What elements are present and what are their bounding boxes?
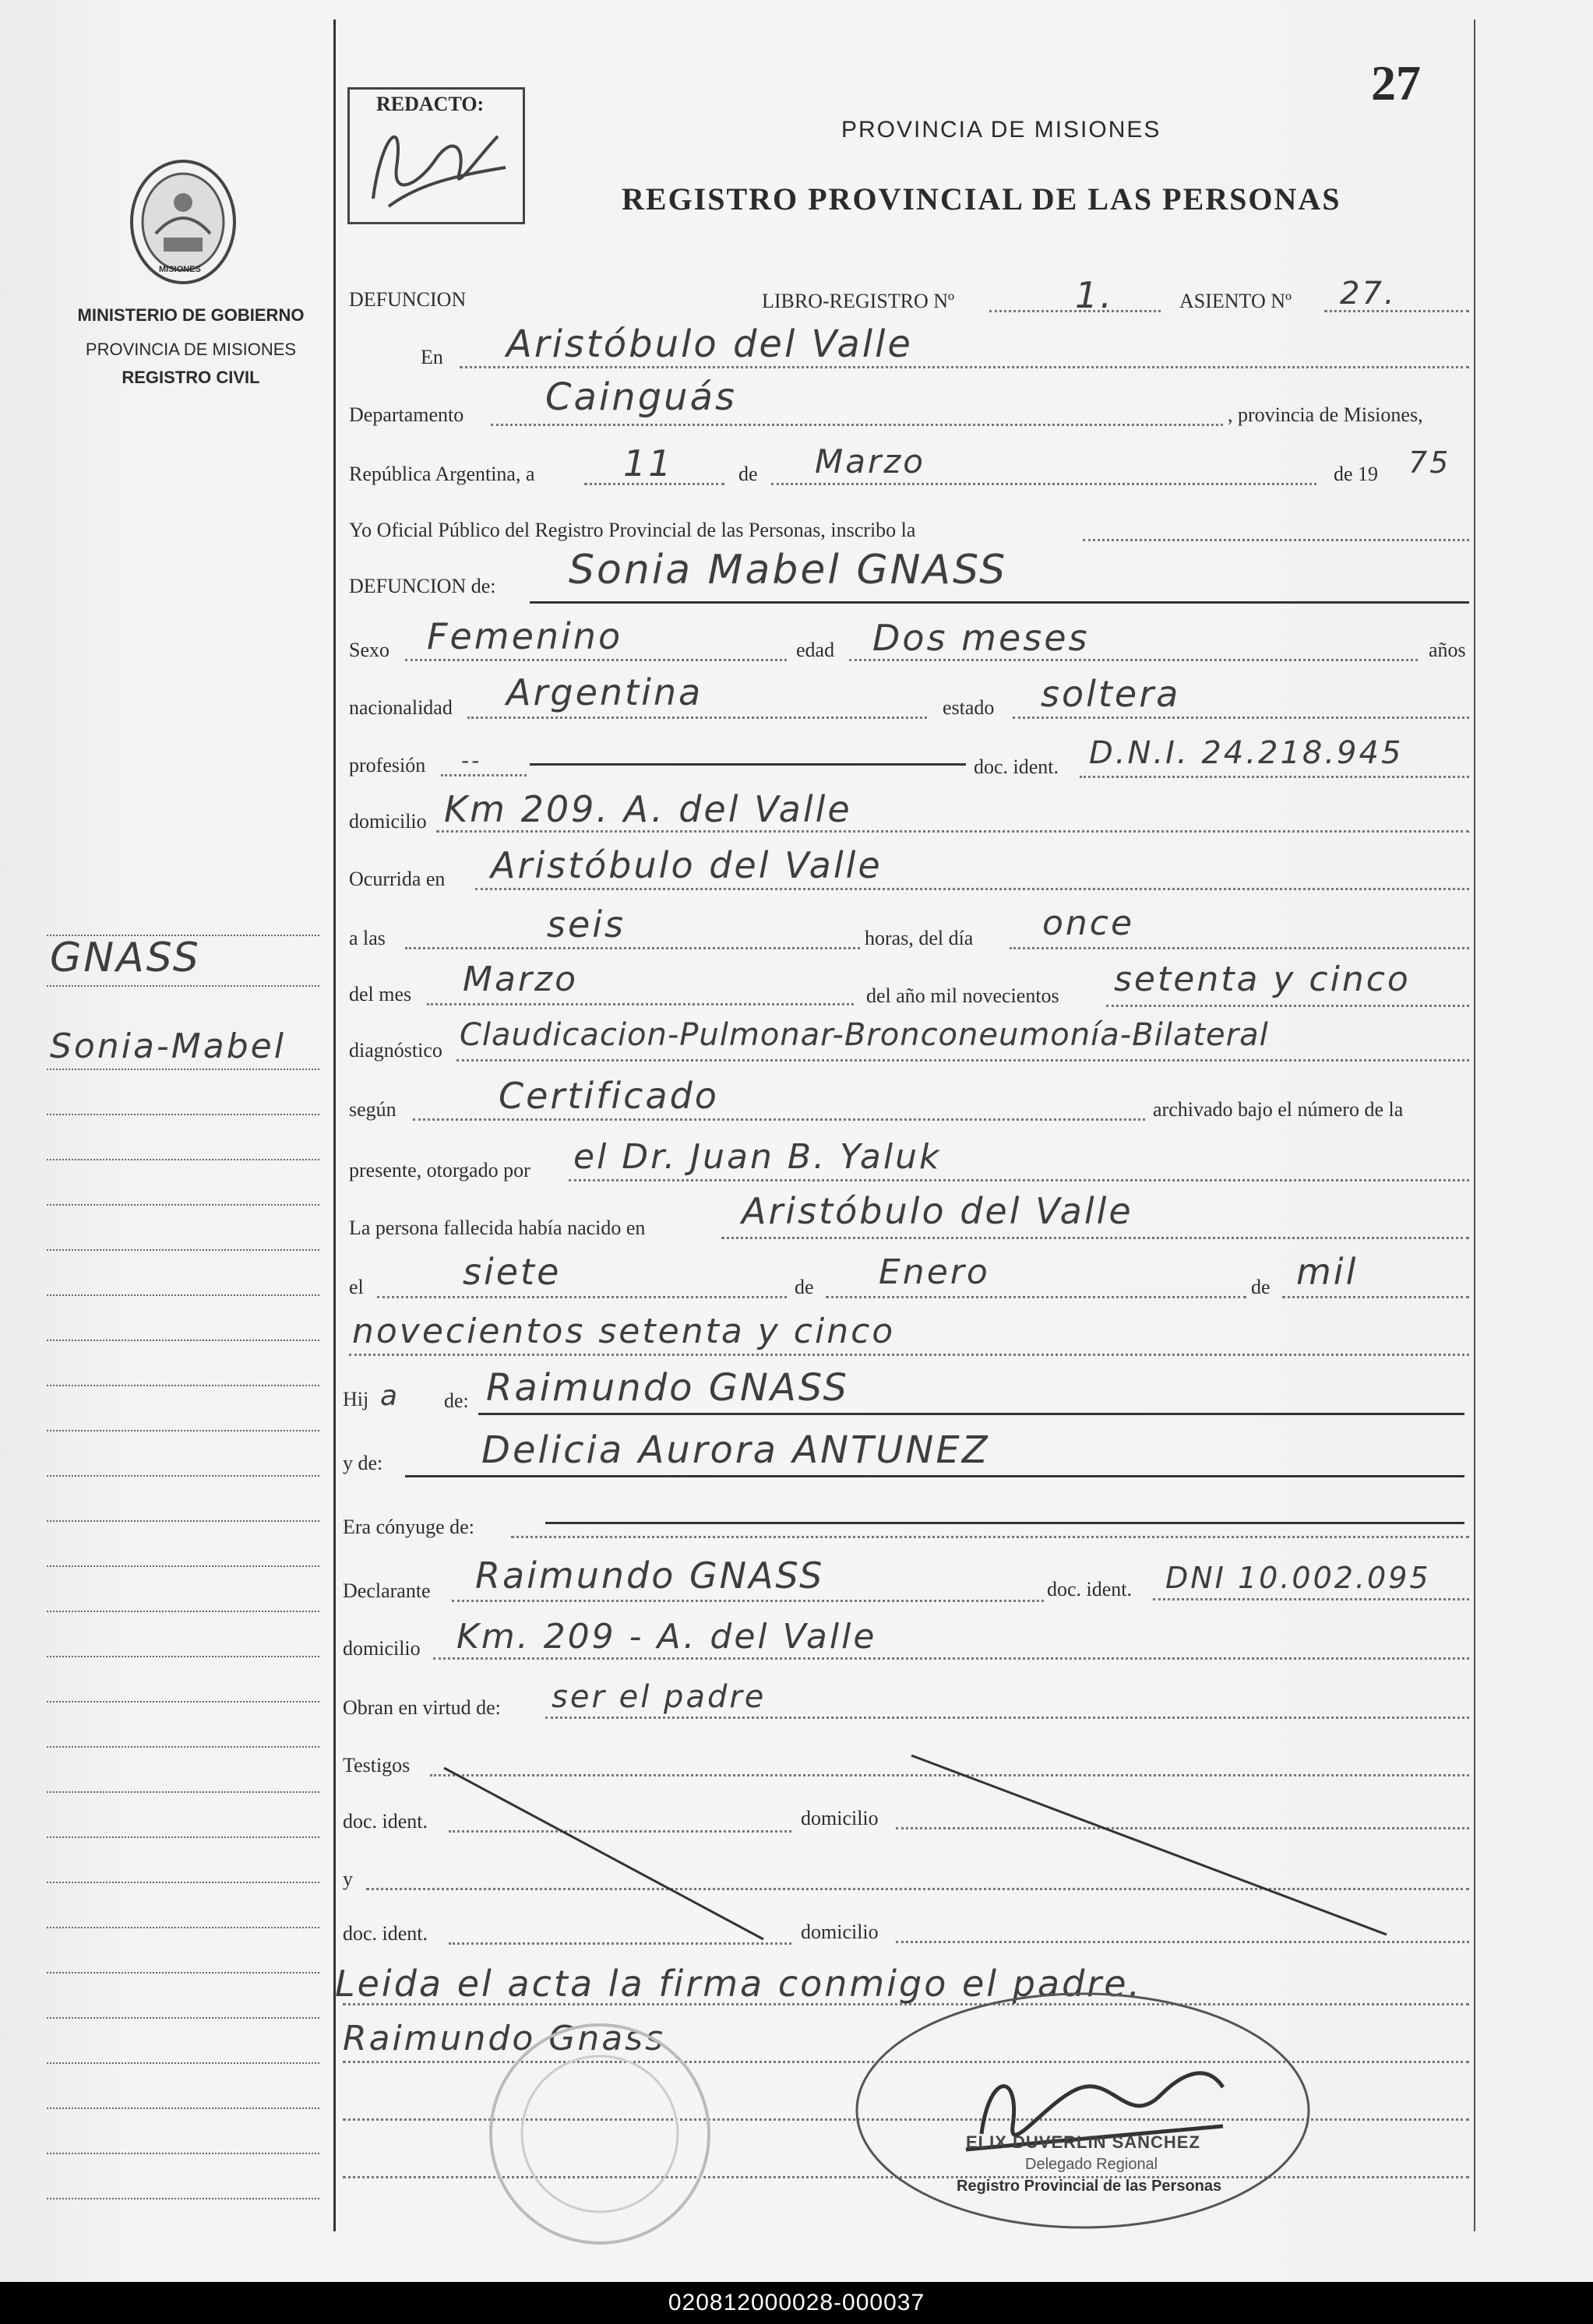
- closing-statement: Leida el acta la firma conmigo el padre.: [335, 1963, 1143, 2005]
- margin-rule: [47, 1701, 319, 1703]
- declarante-dni-rule: [1153, 1598, 1469, 1600]
- nac-mil-rule: [1282, 1296, 1469, 1298]
- a-las-label: a las: [349, 927, 386, 949]
- sexo-value: Femenino: [427, 615, 623, 657]
- nacionalidad-label: nacionalidad: [349, 696, 453, 719]
- dia-value: 11: [623, 442, 674, 484]
- official-office: Registro Provincial de las Personas: [957, 2178, 1222, 2195]
- ano-value: 75: [1408, 445, 1451, 480]
- madre-value: Delicia Aurora ANTUNEZ: [481, 1428, 990, 1472]
- ano-texto-rule: [1106, 1005, 1469, 1007]
- ministry-line2: PROVINCIA DE MISIONES: [85, 340, 297, 359]
- margin-rule: [47, 2198, 319, 2199]
- segun-rule: [413, 1118, 1145, 1121]
- mes2-value: Marzo: [463, 960, 579, 999]
- el-label: el: [349, 1276, 364, 1298]
- obran-label: Obran en virtud de:: [343, 1696, 501, 1719]
- right-edge-rule: [1474, 19, 1475, 2231]
- madre-rule: [405, 1475, 1464, 1477]
- declarant-signature: Raimundo Gnass: [343, 2019, 666, 2058]
- nacionalidad-rule: [467, 717, 927, 719]
- coat-of-arms-seal: [125, 156, 241, 288]
- sexo-label: Sexo: [349, 639, 389, 661]
- segun-label: según: [349, 1098, 396, 1121]
- diagnostico-rule: [456, 1059, 1469, 1062]
- testigo2-domicilio-label: domicilio: [801, 1921, 879, 1943]
- domicilio-label: domicilio: [349, 810, 427, 833]
- profesion-label: profesión: [349, 754, 426, 776]
- obran-value: ser el padre: [552, 1679, 767, 1715]
- asiento-number: 27.: [1340, 276, 1397, 312]
- de-mil-label: de: [1251, 1276, 1271, 1298]
- yo-oficial-text: Yo Oficial Público del Registro Provincial de las Personas, inscribo la: [349, 519, 916, 541]
- margin-rule: [47, 1340, 319, 1341]
- margin-rule: [47, 1475, 319, 1477]
- seal-text: MISIONES: [159, 265, 201, 274]
- libro-label: LIBRO-REGISTRO Nº: [762, 290, 955, 312]
- margin-rule: [47, 1565, 319, 1567]
- margin-surname: GNASS: [50, 935, 201, 981]
- edad-label: edad: [796, 639, 835, 661]
- hij-label: Hij: [343, 1388, 369, 1410]
- margin-rule: [47, 1927, 319, 1928]
- ocurrida-value: Aristóbulo del Valle: [491, 844, 883, 886]
- province-heading: PROVINCIA DE MISIONES: [841, 117, 1161, 143]
- del-ano-label: del año mil novecientos: [866, 984, 1059, 1007]
- segun-value: Certificado: [499, 1075, 719, 1117]
- estado-value: soltera: [1041, 673, 1181, 715]
- declarante-domicilio-value: Km. 209 - A. del Valle: [456, 1617, 877, 1657]
- ministry-line3: REGISTRO CIVIL: [122, 368, 260, 387]
- testigo1-doc-label: doc. ident.: [343, 1810, 428, 1833]
- profesion-rule: [530, 763, 966, 766]
- declarante-domicilio-label: domicilio: [343, 1637, 421, 1660]
- margin-rule: [47, 1791, 319, 1793]
- nac-dia-value: siete: [463, 1251, 562, 1293]
- padre-value: Raimundo GNASS: [486, 1366, 849, 1410]
- nac-mil-value: mil: [1296, 1251, 1359, 1293]
- official-signature: [849, 1978, 1316, 2243]
- estado-label: estado: [943, 696, 995, 719]
- redacto-label: REDACTO:: [376, 93, 485, 115]
- margin-rule: [47, 2062, 319, 2064]
- hij-suffix: a: [380, 1380, 400, 1412]
- mes-value: Marzo: [815, 442, 925, 481]
- libro-number: 1.: [1075, 274, 1114, 316]
- horas-label: horas, del día: [865, 927, 974, 949]
- testigo2-doc-label: doc. ident.: [343, 1922, 428, 1945]
- y-label: y: [343, 1868, 353, 1890]
- margin-rule: [47, 1069, 319, 1070]
- official-title: Delegado Regional: [1025, 2156, 1158, 2173]
- padre-de-label: de:: [444, 1389, 469, 1412]
- ministry-line1: MINISTERIO DE GOBIERNO: [77, 305, 305, 325]
- edad-rule: [849, 659, 1418, 661]
- nacido-value: Aristóbulo del Valle: [742, 1190, 1133, 1232]
- profesion-dots: [441, 774, 527, 776]
- declarante-domicilio-rule: [433, 1657, 1469, 1660]
- margin-rule: [47, 1746, 319, 1748]
- ocurrida-label: Ocurrida en: [349, 868, 446, 890]
- testigos-label: Testigos: [343, 1754, 411, 1776]
- ano-texto-value: setenta y cinco: [1114, 960, 1411, 999]
- yo-oficial-rule: [1083, 539, 1469, 541]
- official-name: ELIX DUVERLIN SANCHEZ: [966, 2132, 1200, 2152]
- anos-label: años: [1429, 639, 1466, 661]
- nacionalidad-value: Argentina: [506, 671, 703, 713]
- margin-rule: [47, 2017, 319, 2019]
- margin-rule: [47, 985, 319, 987]
- margin-rule: [47, 1520, 319, 1522]
- mes2-rule: [427, 1003, 854, 1005]
- domicilio-value: Km 209. A. del Valle: [444, 788, 852, 830]
- y-de-label: y de:: [343, 1452, 383, 1474]
- edad-value: Dos meses: [872, 617, 1090, 659]
- testigos-cross-out: [343, 1745, 1472, 1978]
- nac-ano-rule: [349, 1354, 1469, 1356]
- margin-rule: [47, 1159, 319, 1160]
- registry-heading: REGISTRO PROVINCIAL DE LAS PERSONAS: [622, 181, 1341, 217]
- dni-value: D.N.I. 24.218.945: [1089, 735, 1404, 771]
- declarante-rule: [452, 1600, 1044, 1602]
- en-rule: [460, 366, 1469, 368]
- dia-texto-value: once: [1042, 903, 1135, 943]
- nac-ano-value: novecientos setenta y cinco: [352, 1312, 896, 1351]
- nac-mes-rule: [826, 1296, 1246, 1298]
- defuncion-de-label: DEFUNCION de:: [349, 575, 496, 597]
- doc-ident-label: doc. ident.: [974, 755, 1059, 778]
- margin-rule: [47, 1882, 319, 1883]
- margin-rule: [47, 1114, 319, 1115]
- doc-ident-rule: [1080, 776, 1469, 778]
- conyuge-label: Era cónyuge de:: [343, 1516, 474, 1538]
- departamento-value: Cainguás: [545, 375, 737, 419]
- declarante-dni-value: DNI 10.002.095: [1165, 1561, 1431, 1595]
- margin-rule: [47, 2107, 319, 2109]
- conyuge-rule: [545, 1522, 1464, 1524]
- provincia-label: , provincia de Misiones,: [1228, 403, 1423, 426]
- margin-rule: [47, 1972, 319, 1974]
- redacto-stamp: [347, 87, 525, 224]
- presente-rule: [569, 1179, 1469, 1181]
- margin-given-name: Sonia-Mabel: [50, 1026, 286, 1066]
- declarante-doc-label: doc. ident.: [1047, 1578, 1133, 1600]
- margin-rule: [47, 2153, 319, 2154]
- obran-rule: [545, 1717, 1469, 1719]
- nacido-label: La persona fallecida había nacido en: [349, 1217, 646, 1239]
- margin-rule: [47, 1656, 319, 1657]
- presente-label: presente, otorgado por: [349, 1159, 530, 1181]
- del-mes-label: del mes: [349, 983, 412, 1005]
- asiento-label: ASIENTO Nº: [1179, 290, 1292, 312]
- footer-code: 020812000028-000037: [0, 2282, 1593, 2324]
- defuncion-de-rule: [530, 601, 1469, 604]
- faded-seal: [475, 2017, 724, 2251]
- profesion-value: --: [461, 748, 482, 773]
- ocurrida-rule: [475, 888, 1469, 890]
- sexo-rule: [405, 659, 787, 661]
- padre-rule: [478, 1413, 1464, 1415]
- nac-dia-rule: [377, 1296, 787, 1298]
- domicilio-rule: [436, 830, 1469, 833]
- margin-rule: [47, 1385, 319, 1386]
- testigo1-domicilio-label: domicilio: [801, 1807, 879, 1829]
- de-nac-label: de: [795, 1276, 814, 1298]
- hora-value: seis: [547, 903, 626, 945]
- conyuge-dots: [511, 1536, 1469, 1538]
- margin-rule: [47, 1430, 319, 1431]
- page-number: 27: [1371, 55, 1421, 111]
- dia-texto-rule: [1010, 947, 1469, 949]
- nacido-rule: [721, 1237, 1469, 1239]
- margin-rule: [47, 1294, 319, 1296]
- declarante-value: Raimundo GNASS: [475, 1555, 825, 1597]
- margin-rule: [47, 1836, 319, 1838]
- deceased-name: Sonia Mabel GNASS: [569, 547, 1008, 593]
- redacto-signature: [350, 90, 523, 222]
- margin-rule: [47, 1204, 319, 1206]
- defuncion-heading: DEFUNCION: [349, 288, 467, 311]
- diagnostico-value: Claudicacion-Pulmonar-Bronconeumonía-Bilateral: [460, 1017, 1269, 1053]
- republica-label: República Argentina, a: [349, 463, 535, 485]
- otorgado-value: el Dr. Juan B. Yaluk: [573, 1137, 942, 1177]
- archivado-label: archivado bajo el número de la: [1153, 1098, 1404, 1121]
- diagnostico-label: diagnóstico: [349, 1039, 442, 1062]
- departamento-rule: [491, 424, 1223, 426]
- departamento-label: Departamento: [349, 403, 464, 426]
- declarante-label: Declarante: [343, 1579, 431, 1602]
- left-margin-rule: [333, 19, 336, 2231]
- de-label: de: [738, 463, 758, 485]
- margin-rule: [47, 1611, 319, 1612]
- nac-mes-value: Enero: [879, 1252, 990, 1292]
- en-value: Aristóbulo del Valle: [506, 322, 913, 366]
- de19-label: de 19: [1334, 463, 1379, 485]
- hora-rule: [405, 947, 860, 949]
- estado-rule: [1013, 717, 1469, 719]
- mes-rule: [771, 483, 1316, 485]
- en-label: En: [421, 346, 443, 368]
- margin-rule: [47, 1249, 319, 1251]
